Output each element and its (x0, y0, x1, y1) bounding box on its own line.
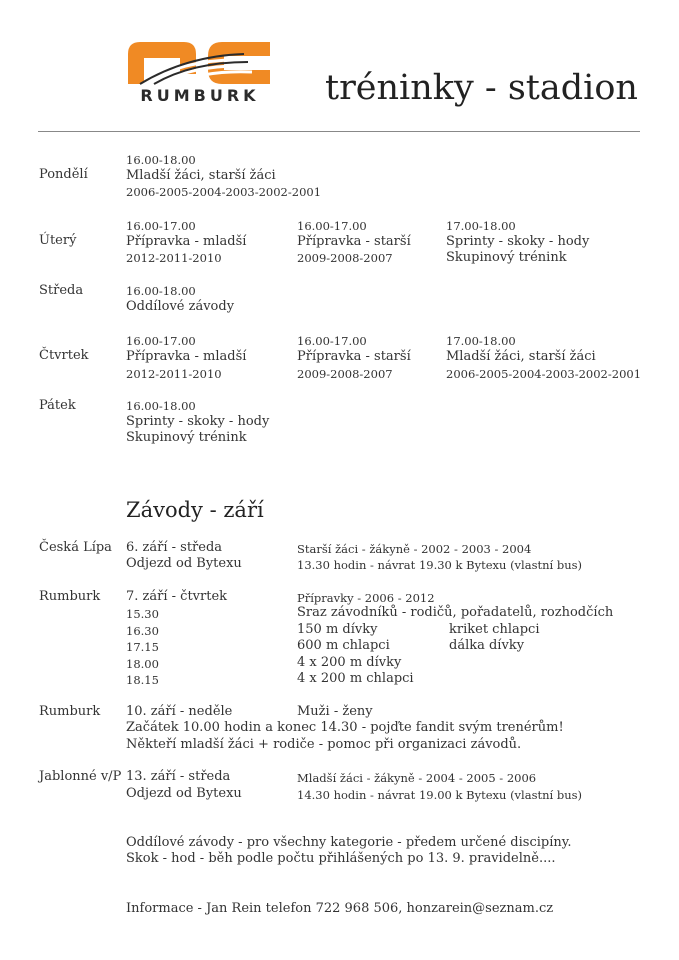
session-time: 16.00-17.00 (126, 219, 196, 233)
race-row-time: 15.30 (126, 607, 159, 621)
session-group: Oddílové závody (126, 299, 235, 314)
session-years: 2006-2005-2004-2003-2002-2001 (126, 185, 322, 199)
session-time: 16.00-17.00 (297, 334, 367, 348)
race-info-line: Někteří mladší žáci + rodiče - pomoc při organizaci závodů. (126, 737, 522, 752)
contact-info: Informace - Jan Rein telefon 722 968 506, honzarein@seznam.cz (126, 901, 554, 916)
day-monday: Pondělí (39, 167, 88, 182)
race-date: 10. září - neděle (126, 704, 233, 719)
session-group: Mladší žáci, starší žáci (126, 168, 276, 183)
session-time: 16.00-17.00 (126, 334, 196, 348)
race-place: Česká Lípa (39, 540, 112, 555)
session-time: 16.00-18.00 (126, 153, 196, 167)
race-row-event: Sraz závodníků - rodičů, pořadatelů, rozhodčích (297, 605, 614, 620)
session-group: Přípravka - starší (297, 349, 411, 364)
session-group: Sprinty - skoky - hody (446, 234, 590, 249)
session-years: 2012-2011-2010 (126, 251, 222, 265)
session-years: 2012-2011-2010 (126, 367, 222, 381)
session-years: 2009-2008-2007 (297, 251, 393, 265)
session-years: Skupinový trénink (126, 430, 247, 445)
day-thursday: Čtvrtek (39, 348, 89, 363)
race-row-time: 18.15 (126, 673, 159, 687)
race-row-event: 600 m chlapci (297, 638, 390, 653)
session-years: Skupinový trénink (446, 250, 567, 265)
session-time: 17.00-18.00 (446, 334, 516, 348)
race-times: 13.30 hodin - návrat 19.30 k Bytexu (vlastní bus) (297, 558, 583, 572)
race-row-time: 18.00 (126, 657, 159, 671)
session-time: 16.00-18.00 (126, 284, 196, 298)
session-time: 16.00-17.00 (297, 219, 367, 233)
session-group: Přípravka - starší (297, 234, 411, 249)
session-years: 2009-2008-2007 (297, 367, 393, 381)
race-category: Mladší žáci - žákyně - 2004 - 2005 - 2006 (297, 771, 537, 785)
session-time: 17.00-18.00 (446, 219, 516, 233)
logo-text: RUMBURK (140, 86, 260, 105)
header-divider (38, 131, 640, 132)
race-row-event2: kriket chlapci (449, 622, 540, 637)
race-category: Muži - ženy (297, 704, 373, 719)
session-group: Mladší žáci, starší žáci (446, 349, 596, 364)
race-departure: Odjezd od Bytexu (126, 786, 242, 801)
race-row-event: 4 x 200 m chlapci (297, 671, 414, 686)
race-departure: Odjezd od Bytexu (126, 556, 242, 571)
race-row-time: 16.30 (126, 624, 159, 638)
session-years: 2006-2005-2004-2003-2002-2001 (446, 367, 642, 381)
race-row-event: 150 m dívky (297, 622, 378, 637)
day-wednesday: Středa (39, 283, 84, 298)
race-place: Jablonné v/P (39, 769, 122, 784)
note-line: Oddílové závody - pro všechny kategorie - předem určené discipíny. (126, 835, 572, 850)
note-line: Skok - hod - běh podle počtu přihlášených po 13. 9. pravidelně.... (126, 851, 556, 866)
race-category: Přípravky - 2006 - 2012 (297, 591, 435, 605)
race-row-time: 17.15 (126, 640, 159, 654)
race-place: Rumburk (39, 704, 101, 719)
race-date: 6. září - středa (126, 540, 223, 555)
races-heading: Závody - září (126, 498, 264, 522)
race-row-event2: dálka dívky (449, 638, 525, 653)
session-group: Sprinty - skoky - hody (126, 414, 270, 429)
race-row-event: 4 x 200 m dívky (297, 655, 402, 670)
day-friday: Pátek (39, 398, 76, 413)
session-group: Přípravka - mladší (126, 234, 247, 249)
race-category: Starší žáci - žákyně - 2002 - 2003 - 2004 (297, 542, 532, 556)
page-title: tréninky - stadion (325, 68, 638, 108)
session-group: Přípravka - mladší (126, 349, 247, 364)
session-time: 16.00-18.00 (126, 399, 196, 413)
race-place: Rumburk (39, 589, 101, 604)
race-info-line: Začátek 10.00 hodin a konec 14.30 - pojďte fandit svým trenérům! (126, 720, 564, 735)
race-date: 7. září - čtvrtek (126, 589, 228, 604)
race-date: 13. září - středa (126, 769, 231, 784)
day-tuesday: Úterý (39, 233, 77, 248)
race-times: 14.30 hodin - návrat 19.00 k Bytexu (vlastní bus) (297, 788, 583, 802)
